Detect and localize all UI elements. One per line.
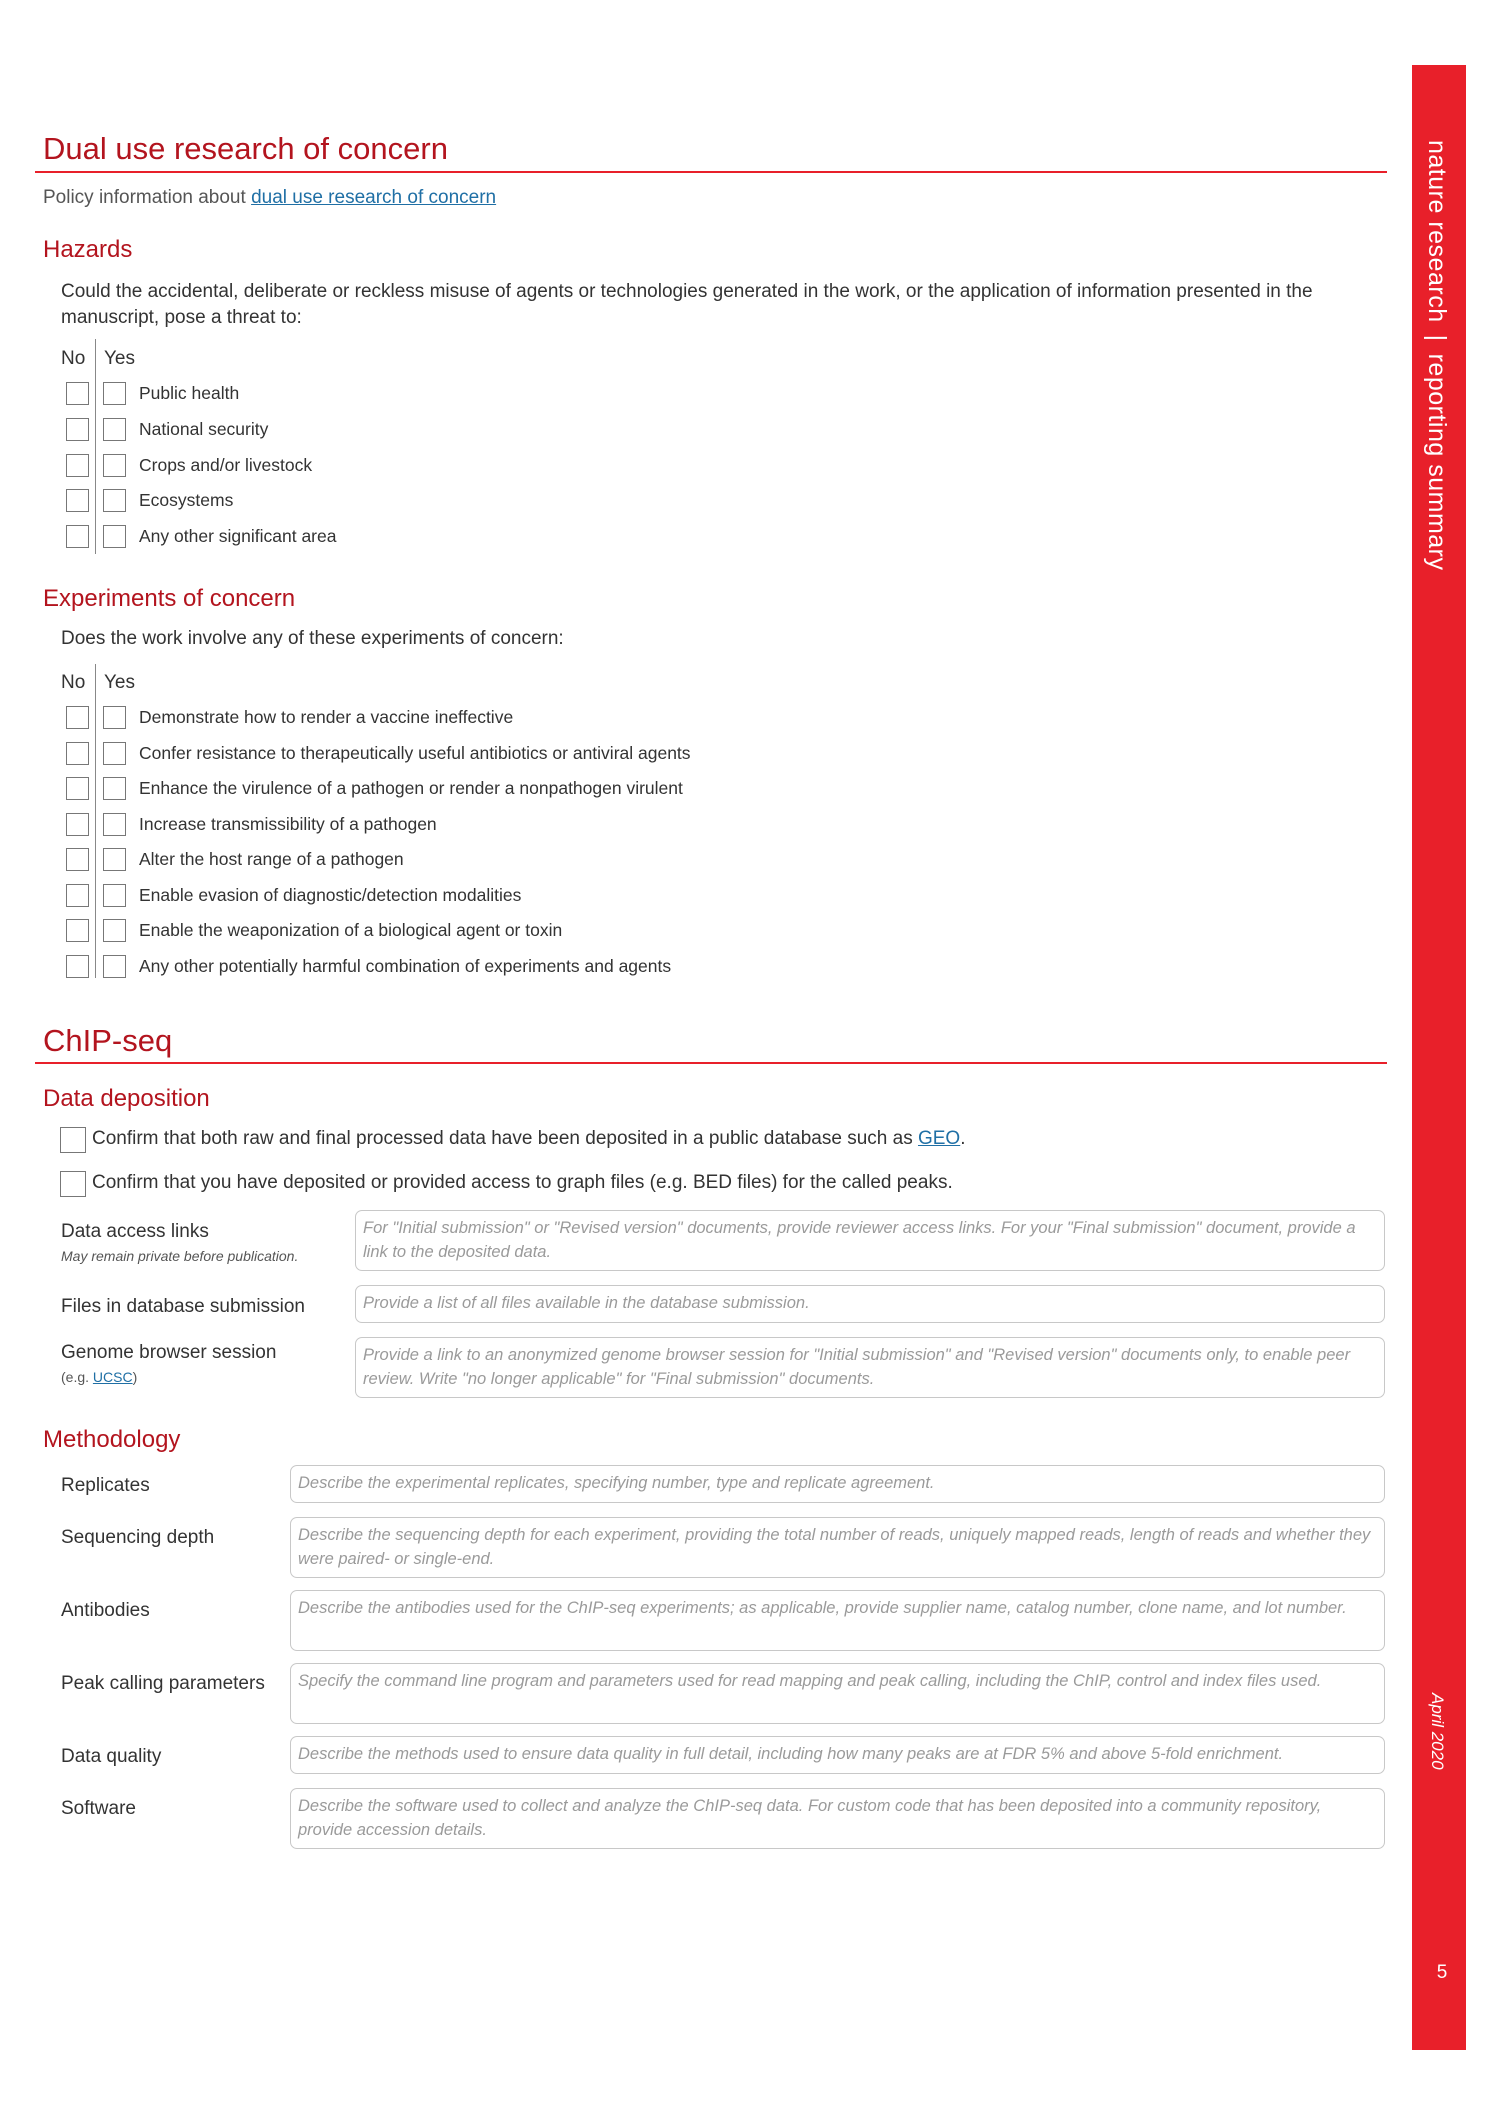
peak-calling-field[interactable]: Specify the command line program and parameters used for read mapping and peak calling, including the ChIP, control and index files used. xyxy=(290,1663,1385,1724)
no-column-header: No xyxy=(61,672,86,693)
data-deposition-heading: Data deposition xyxy=(43,1085,210,1112)
hazard-yes-checkbox[interactable] xyxy=(103,525,126,548)
experiment-label: Demonstrate how to render a vaccine ineffective xyxy=(139,707,514,727)
experiment-yes-checkbox[interactable] xyxy=(103,848,126,871)
hazard-no-checkbox[interactable] xyxy=(66,525,89,548)
data-quality-field[interactable]: Describe the methods used to ensure data quality in full detail, including how many peaks are at FDR 5% and above 5-fold enrichment. xyxy=(290,1736,1385,1774)
experiment-no-checkbox[interactable] xyxy=(66,777,89,800)
experiment-label: Enable evasion of diagnostic/detection modalities xyxy=(139,885,522,905)
side-title xyxy=(1422,140,1451,571)
experiment-no-checkbox[interactable] xyxy=(66,848,89,871)
software-field[interactable]: Describe the software used to collect and analyze the ChIP-seq data. For custom code that has been deposited into a community repository, provide accession details. xyxy=(290,1788,1385,1849)
hazard-no-checkbox[interactable] xyxy=(66,382,89,405)
software-label: Software xyxy=(61,1798,136,1819)
title-separator: | xyxy=(1423,334,1451,342)
data-access-links-label: Data access links xyxy=(61,1221,209,1242)
experiment-label: Enable the weaponization of a biological agent or toxin xyxy=(139,920,563,940)
genome-browser-note-prefix: (e.g. xyxy=(61,1369,93,1385)
hazard-label: Crops and/or livestock xyxy=(139,455,313,475)
hazards-heading: Hazards xyxy=(43,236,133,263)
experiment-yes-checkbox[interactable] xyxy=(103,706,126,729)
policy-prefix: Policy information about xyxy=(43,187,252,208)
antibodies-label: Antibodies xyxy=(61,1600,150,1621)
experiment-label: Enhance the virulence of a pathogen or render a nonpathogen virulent xyxy=(139,778,683,798)
no-column-header: No xyxy=(61,348,86,369)
confirm-deposition-text: Confirm that both raw and final processed data have been deposited in a public database such as xyxy=(92,1128,918,1149)
experiment-label: Alter the host range of a pathogen xyxy=(139,849,404,869)
replicates-field[interactable]: Describe the experimental replicates, specifying number, type and replicate agreement. xyxy=(290,1465,1385,1503)
section-title-chipseq: ChIP-seq xyxy=(43,1023,173,1058)
yes-column-header: Yes xyxy=(104,672,135,693)
experiment-no-checkbox[interactable] xyxy=(66,955,89,978)
hazard-no-checkbox[interactable] xyxy=(66,418,89,441)
methodology-heading: Methodology xyxy=(43,1426,181,1453)
confirm-deposition-suffix: . xyxy=(960,1128,966,1149)
policy-line xyxy=(43,187,496,209)
experiment-yes-checkbox[interactable] xyxy=(103,919,126,942)
genome-browser-label: Genome browser session xyxy=(61,1342,277,1363)
policy-link[interactable]: dual use research of concern xyxy=(251,187,497,208)
experiment-label: Any other potentially harmful combination of experiments and agents xyxy=(139,956,672,976)
hazard-no-checkbox[interactable] xyxy=(66,489,89,512)
journal-name: nature research xyxy=(1423,140,1451,323)
section-rule xyxy=(35,171,1387,173)
hazards-question: Could the accidental, deliberate or reckless misuse of agents or technologies generated in the work, or the application of information presented in the manuscript, pose a threat to: xyxy=(61,281,1313,328)
revision-date: April 2020 xyxy=(1428,1693,1447,1770)
hazard-yes-checkbox[interactable] xyxy=(103,418,126,441)
experiment-yes-checkbox[interactable] xyxy=(103,742,126,765)
experiment-yes-checkbox[interactable] xyxy=(103,777,126,800)
experiments-heading: Experiments of concern xyxy=(43,585,296,612)
experiments-question: Does the work involve any of these experiments of concern: xyxy=(61,628,564,649)
geo-link[interactable]: GEO xyxy=(917,1128,961,1149)
no-yes-divider xyxy=(95,339,96,554)
experiment-no-checkbox[interactable] xyxy=(66,813,89,836)
confirm-graph-files-checkbox[interactable] xyxy=(60,1171,86,1197)
files-in-database-field[interactable]: Provide a list of all files available in the database submission. xyxy=(355,1285,1385,1323)
hazard-yes-checkbox[interactable] xyxy=(103,489,126,512)
experiment-label: Increase transmissibility of a pathogen xyxy=(139,814,437,834)
antibodies-field[interactable]: Describe the antibodies used for the ChIP-seq experiments; as applicable, provide supplier name, catalog number, clone name, and lot number. xyxy=(290,1590,1385,1651)
sequencing-depth-label: Sequencing depth xyxy=(61,1527,215,1548)
hazard-yes-checkbox[interactable] xyxy=(103,454,126,477)
files-in-database-label: Files in database submission xyxy=(61,1296,305,1317)
experiment-yes-checkbox[interactable] xyxy=(103,813,126,836)
experiment-yes-checkbox[interactable] xyxy=(103,955,126,978)
section-title-dual-use: Dual use research of concern xyxy=(43,131,448,166)
data-access-links-note: May remain private before publication. xyxy=(61,1248,299,1264)
hazard-yes-checkbox[interactable] xyxy=(103,382,126,405)
replicates-label: Replicates xyxy=(61,1475,150,1496)
genome-browser-note-suffix: ) xyxy=(132,1369,138,1385)
genome-browser-note xyxy=(61,1369,137,1385)
no-yes-divider xyxy=(95,664,96,978)
page-number: 5 xyxy=(1436,1962,1448,1983)
data-access-links-field[interactable]: For "Initial submission" or "Revised version" documents, provide reviewer access links. For your "Final submission" document, provide a link to the deposited data. xyxy=(355,1210,1385,1271)
hazard-label: National security xyxy=(139,419,269,439)
genome-browser-field[interactable]: Provide a link to an anonymized genome browser session for "Initial submission" and "Revised version" documents only, to enable peer review. Write "no longer applicable" for "Final submission" documents. xyxy=(355,1337,1385,1398)
section-name: reporting summary xyxy=(1423,353,1451,571)
yes-column-header: Yes xyxy=(104,348,135,369)
hazard-label: Public health xyxy=(139,383,240,403)
experiment-no-checkbox[interactable] xyxy=(66,884,89,907)
sequencing-depth-field[interactable]: Describe the sequencing depth for each experiment, providing the total number of reads, uniquely mapped reads, length of reads and whether they were paired- or single-end. xyxy=(290,1517,1385,1578)
confirm-deposition-checkbox[interactable] xyxy=(60,1127,86,1153)
ucsc-link[interactable]: UCSC xyxy=(92,1369,133,1385)
experiment-label: Confer resistance to therapeutically useful antibiotics or antiviral agents xyxy=(139,743,691,763)
data-quality-label: Data quality xyxy=(61,1746,162,1767)
hazard-label: Ecosystems xyxy=(139,490,234,510)
experiment-no-checkbox[interactable] xyxy=(66,742,89,765)
confirm-graph-files-label: Confirm that you have deposited or provided access to graph files (e.g. BED files) for the called peaks. xyxy=(92,1172,953,1193)
peak-calling-label: Peak calling parameters xyxy=(61,1673,265,1694)
hazard-no-checkbox[interactable] xyxy=(66,454,89,477)
experiment-no-checkbox[interactable] xyxy=(66,919,89,942)
section-rule xyxy=(35,1062,1387,1064)
experiment-no-checkbox[interactable] xyxy=(66,706,89,729)
hazard-label: Any other significant area xyxy=(139,526,337,546)
experiment-yes-checkbox[interactable] xyxy=(103,884,126,907)
confirm-deposition-label xyxy=(92,1128,966,1150)
